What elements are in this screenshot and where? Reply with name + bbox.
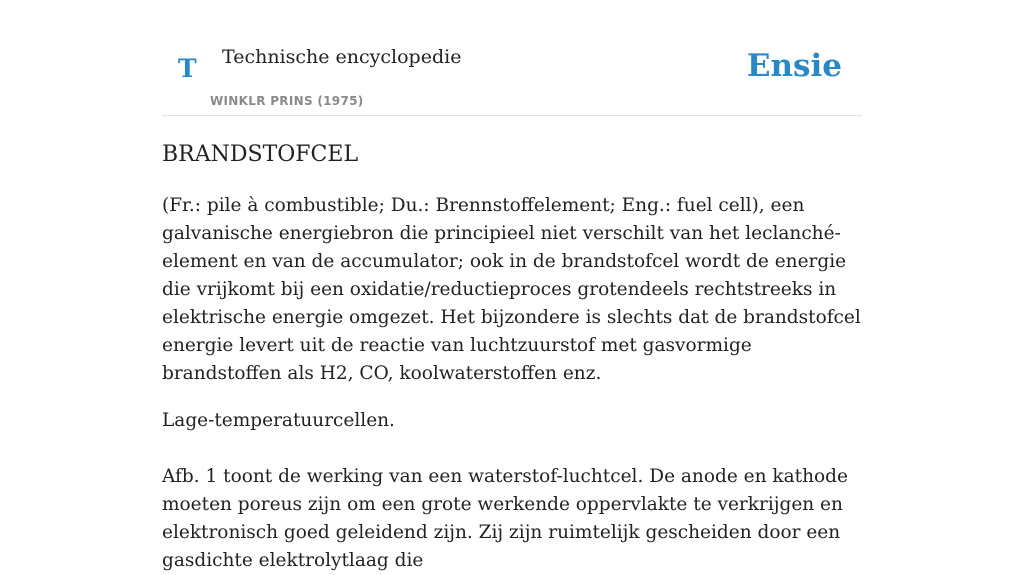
- ensie-logo-link[interactable]: Ensie: [746, 48, 842, 84]
- encyclopedia-title[interactable]: Technische encyclopedie: [222, 46, 462, 68]
- site-header: [162, 0, 862, 116]
- section-heading: Lage-temperatuurcellen.: [162, 410, 395, 431]
- article: [162, 140, 862, 575]
- encyclopedia-source: WINKLR PRINS (1975): [210, 94, 364, 108]
- encyclopedia-logo-icon[interactable]: T: [178, 54, 197, 83]
- article-title: BRANDSTOFCEL: [162, 142, 359, 167]
- article-paragraph: (Fr.: pile à combustible; Du.: Brennstoffelement; Eng.: fuel cell), een galvanische energiebron die principieel niet verschilt van het leclanché-element en van de accumulator; ook in de brandstofcel wordt de energie die vrijkomt bij een oxidatie/reductieproces grotendeels rechtstreeks in elektrische energie omgezet. Het bijzondere is slechts dat de brandstofcel energie levert uit de reactie van luchtzuurstof met gasvormige brandstoffen als H2, CO, koolwaterstoffen enz.: [162, 195, 861, 384]
- article-paragraph: Afb. 1 toont de werking van een waterstof-luchtcel. De anode en kathode moeten poreus zijn om een grote werkende oppervlakte te verkrijgen en elektronisch goed geleidend zijn. Zij zijn ruimtelijk gescheiden door een gasdichte elektrolytlaag die: [162, 466, 848, 571]
